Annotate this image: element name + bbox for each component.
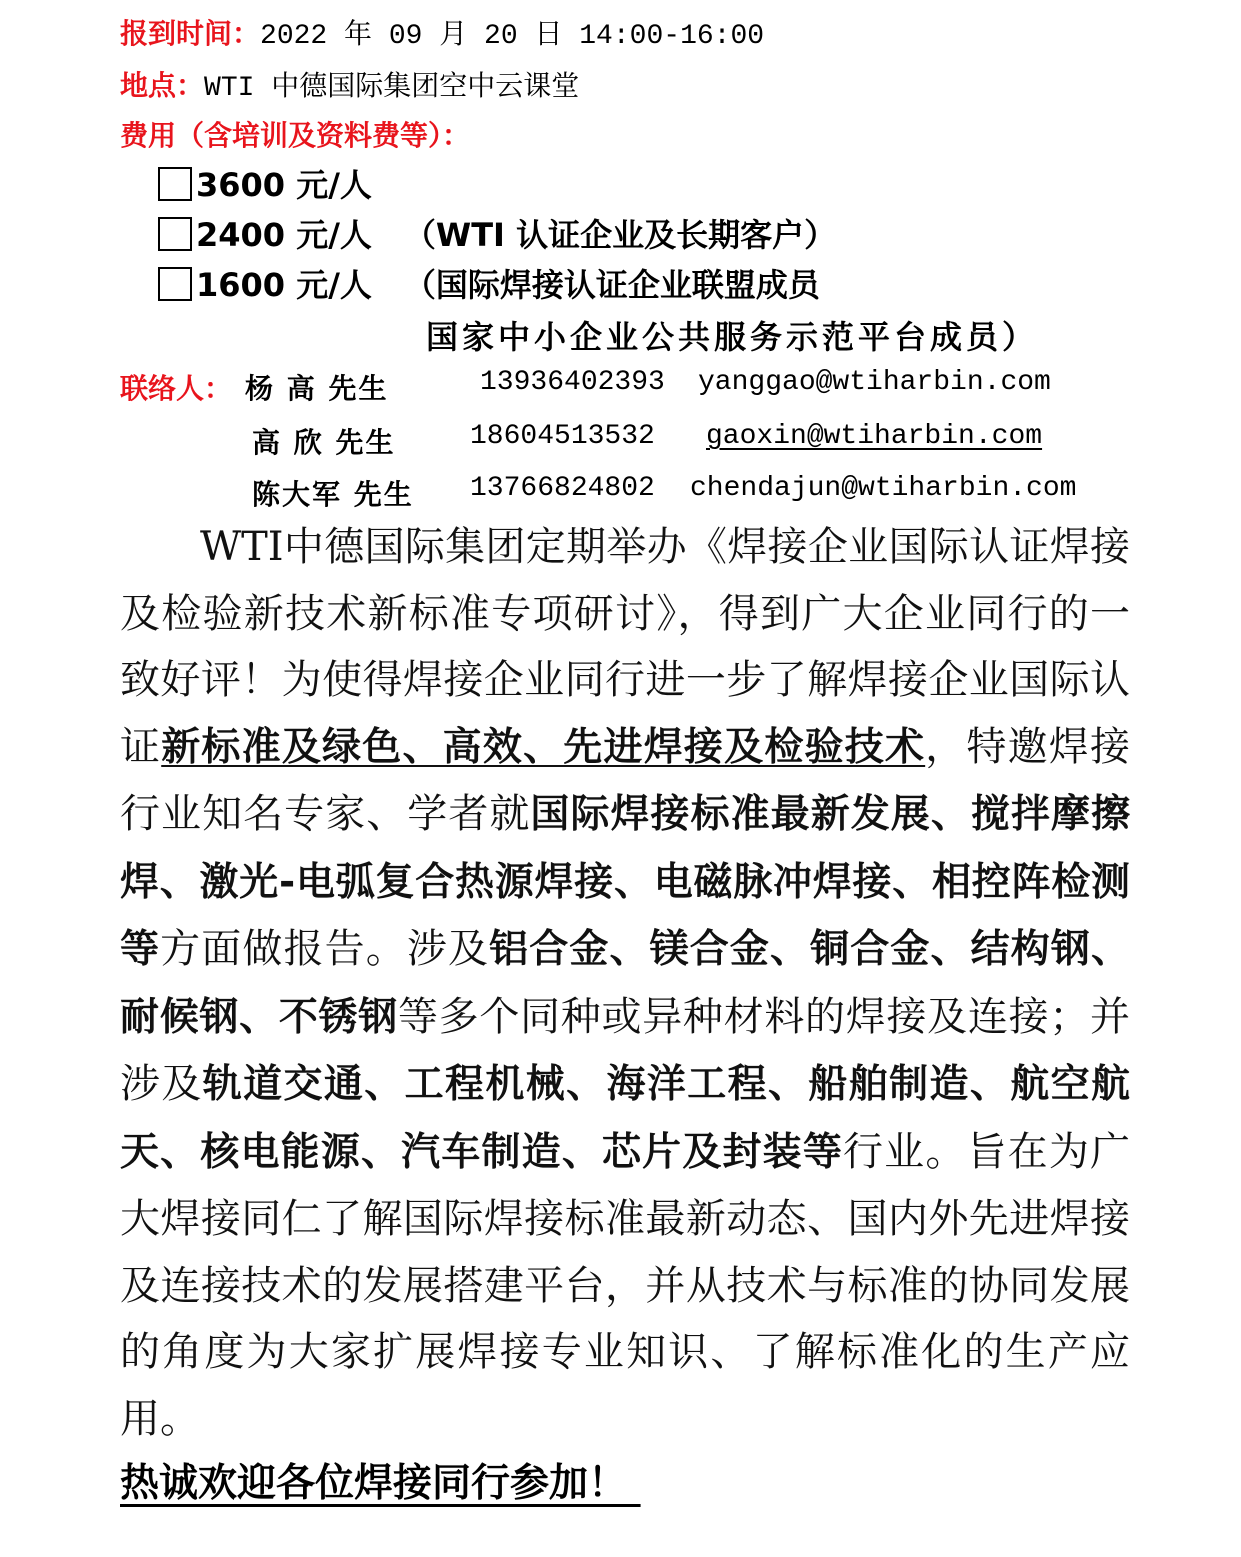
fee-heading-line — [120, 114, 470, 154]
fee-note: （国际焊接认证企业联盟成员 — [403, 266, 820, 304]
contact-name: 杨 高 先生 — [245, 372, 389, 405]
fee-checkbox[interactable] — [158, 217, 192, 251]
fee-amount: 2400 元/人 — [196, 216, 372, 254]
registration-time-value: 2022 年 09 月 20 日 14:00-16:00 — [260, 21, 765, 52]
fee-checkbox[interactable] — [158, 167, 192, 201]
fee-checkbox[interactable] — [158, 267, 192, 301]
contact-name: 高 欣 先生 — [252, 426, 396, 459]
intro-text: 行业。旨在为广大焊接同仁了解国际焊接标准最新动态、国内外先进焊接及连接技术的发展搭建平台，并从技术与标准的协同发展的角度为大家扩展焊接专业知识、了解标准化的生产应用。 — [120, 1128, 1130, 1442]
contact-email[interactable]: chendajun@wtiharbin.com — [690, 473, 1077, 504]
intro-text: ，特邀焊接行业知名专家、学者就 — [120, 723, 1131, 837]
location-line — [120, 64, 579, 104]
fee-label: 费用（含培训及资料费等）： — [120, 119, 471, 152]
contact-phone: 13766824802 — [470, 473, 655, 504]
intro-highlight-underlined: 新标准及绿色、高效、先进焊接及检验技术 — [161, 724, 926, 770]
intro-paragraph — [120, 514, 1130, 1452]
fee-amount: 1600 元/人 — [196, 266, 372, 304]
location-label: 地点： — [120, 69, 205, 102]
fee-note-continuation: 国家中小企业公共服务示范平台成员） — [426, 318, 1039, 356]
fee-note: （WTI 认证企业及长期客户） — [403, 216, 837, 254]
contact-phone: 13936402393 — [480, 367, 665, 398]
intro-highlight: 轨道交通、工程机械、海洋工程、船舶制造、航空航天、核电能源、汽车制造、芯片及封装等 — [120, 1062, 1130, 1175]
registration-time-line — [120, 12, 764, 52]
contact-name: 陈大军 先生 — [252, 478, 414, 511]
fee-option-3600 — [158, 160, 372, 206]
intro-highlight: 铝合金、镁合金、铜合金、结构钢、耐候钢、不锈钢 — [120, 927, 1130, 1040]
intro-text: 方面做报告。涉及 — [160, 926, 490, 972]
fee-option-2400 — [158, 210, 836, 256]
intro-highlight: 国际焊接标准最新发展、搅拌摩擦焊、激光-电弧复合热源焊接、电磁脉冲焊接、相控阵检测等 — [120, 792, 1130, 972]
intro-text: WTI中德国际集团定期举办《焊接企业国际认证焊接及检验新技术新标准专项研讨》，得到广大企业同行的一致好评！为使得焊接企业同行进一步了解焊接企业国际认证 — [120, 524, 1130, 770]
fee-amount: 3600 元/人 — [196, 166, 372, 204]
closing-invitation: 热诚欢迎各位焊接同行参加！ — [120, 1461, 641, 1506]
contacts-label-line — [120, 367, 232, 407]
registration-time-label: 报到时间： — [120, 17, 261, 50]
location-value: WTI 中德国际集团空中云课堂 — [204, 73, 580, 104]
contact-email-link[interactable]: gaoxin@wtiharbin.com — [706, 421, 1043, 452]
contact-email[interactable]: yanggao@wtiharbin.com — [698, 367, 1051, 398]
intro-text: 等多个同种或异种材料的焊接及连接；并涉及 — [120, 993, 1130, 1107]
contacts-label: 联络人： — [120, 372, 233, 405]
contact-phone: 18604513532 — [470, 421, 655, 452]
fee-option-1600 — [158, 260, 820, 306]
